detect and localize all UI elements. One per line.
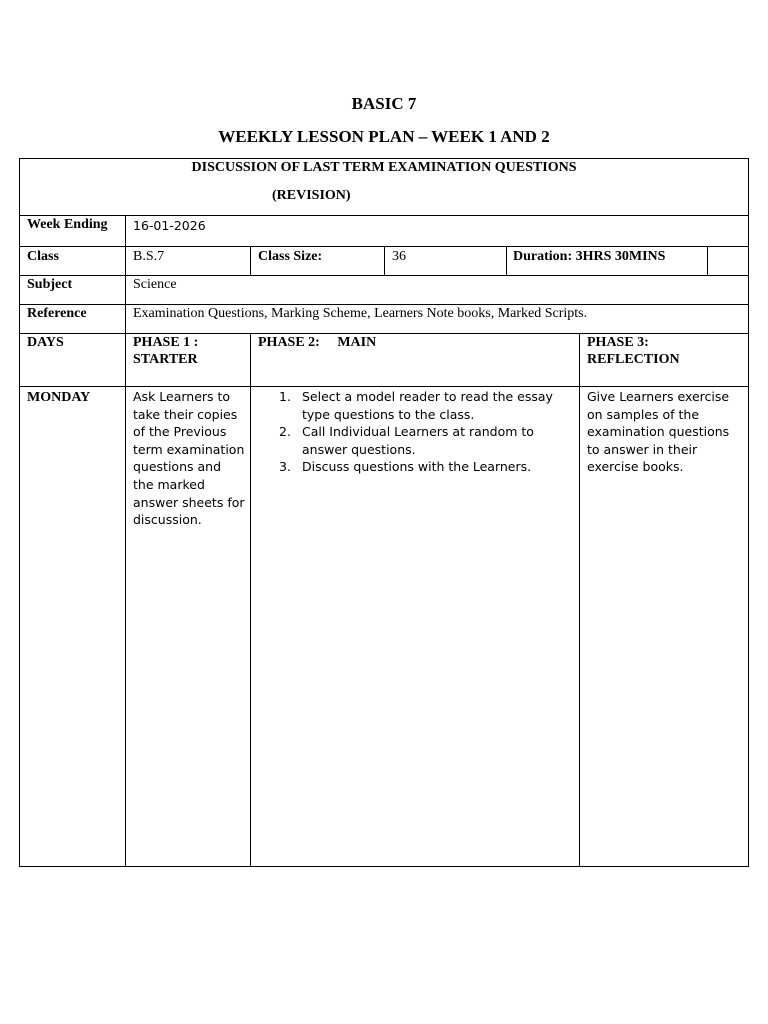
phase3-header-line2: REFLECTION — [587, 352, 680, 367]
days-header: DAYS — [27, 335, 64, 350]
phase3-header-line1: PHASE 3: — [587, 335, 649, 350]
column-divider — [384, 246, 385, 275]
monday-label: MONDAY — [27, 390, 91, 405]
page-title: BASIC 7 — [351, 94, 417, 113]
list-text: Call Individual Learners at random to answer questions. — [302, 424, 534, 457]
week-ending-value: 16-01-2026 — [133, 218, 206, 233]
column-divider — [707, 246, 708, 275]
class-size-label: Class Size: — [258, 249, 323, 264]
table-border-bottom — [19, 866, 749, 867]
row-divider — [19, 275, 749, 276]
table-border-left — [19, 158, 20, 867]
phase3-header — [587, 334, 680, 368]
phase1-header-line2: STARTER — [133, 352, 198, 367]
column-divider — [506, 246, 507, 275]
subject-value: Science — [133, 277, 177, 292]
class-size-value: 36 — [392, 249, 406, 264]
column-divider — [125, 215, 126, 867]
monday-reflection: Give Learners exercise on samples of the examination questions to answer in their exercise books. — [587, 389, 730, 475]
class-label: Class — [27, 249, 59, 264]
duration-label: Duration: 3HRS 30MINS — [513, 249, 666, 264]
list-number: 3. — [279, 459, 291, 475]
page-subtitle: WEEKLY LESSON PLAN – WEEK 1 AND 2 — [218, 127, 550, 146]
list-text: Select a model reader to read the essay type questions to the class. — [302, 389, 553, 422]
monday-starter: Ask Learners to take their copies of the Previous term examination questions and the marked answer sheets for discussion. — [133, 389, 245, 528]
row-divider — [19, 215, 749, 216]
list-number: 1. — [279, 389, 291, 404]
list-number: 2. — [279, 424, 291, 440]
list-text: Discuss questions with the Learners. — [302, 459, 532, 475]
list-item — [250, 423, 560, 458]
column-divider — [250, 246, 251, 275]
banner-line1: DISCUSSION OF LAST TERM EXAMINATION QUESTIONS — [191, 160, 577, 175]
phase2-header: PHASE 2: MAIN — [258, 335, 377, 350]
class-value: B.S.7 — [133, 249, 165, 264]
monday-main-list — [250, 388, 560, 476]
column-divider — [579, 333, 580, 867]
phase1-header-line1: PHASE 1 : — [133, 335, 199, 350]
reference-value: Examination Questions, Marking Scheme, Learners Note books, Marked Scripts. — [133, 306, 588, 321]
list-item — [250, 388, 560, 423]
phase1-header — [133, 334, 198, 368]
week-ending-label: Week Ending — [27, 217, 108, 232]
reference-label: Reference — [27, 306, 87, 321]
subject-label: Subject — [27, 277, 73, 292]
banner-line2: (REVISION) — [272, 188, 351, 203]
row-divider — [19, 386, 749, 387]
table-border-right — [748, 158, 749, 867]
list-item — [250, 458, 560, 476]
